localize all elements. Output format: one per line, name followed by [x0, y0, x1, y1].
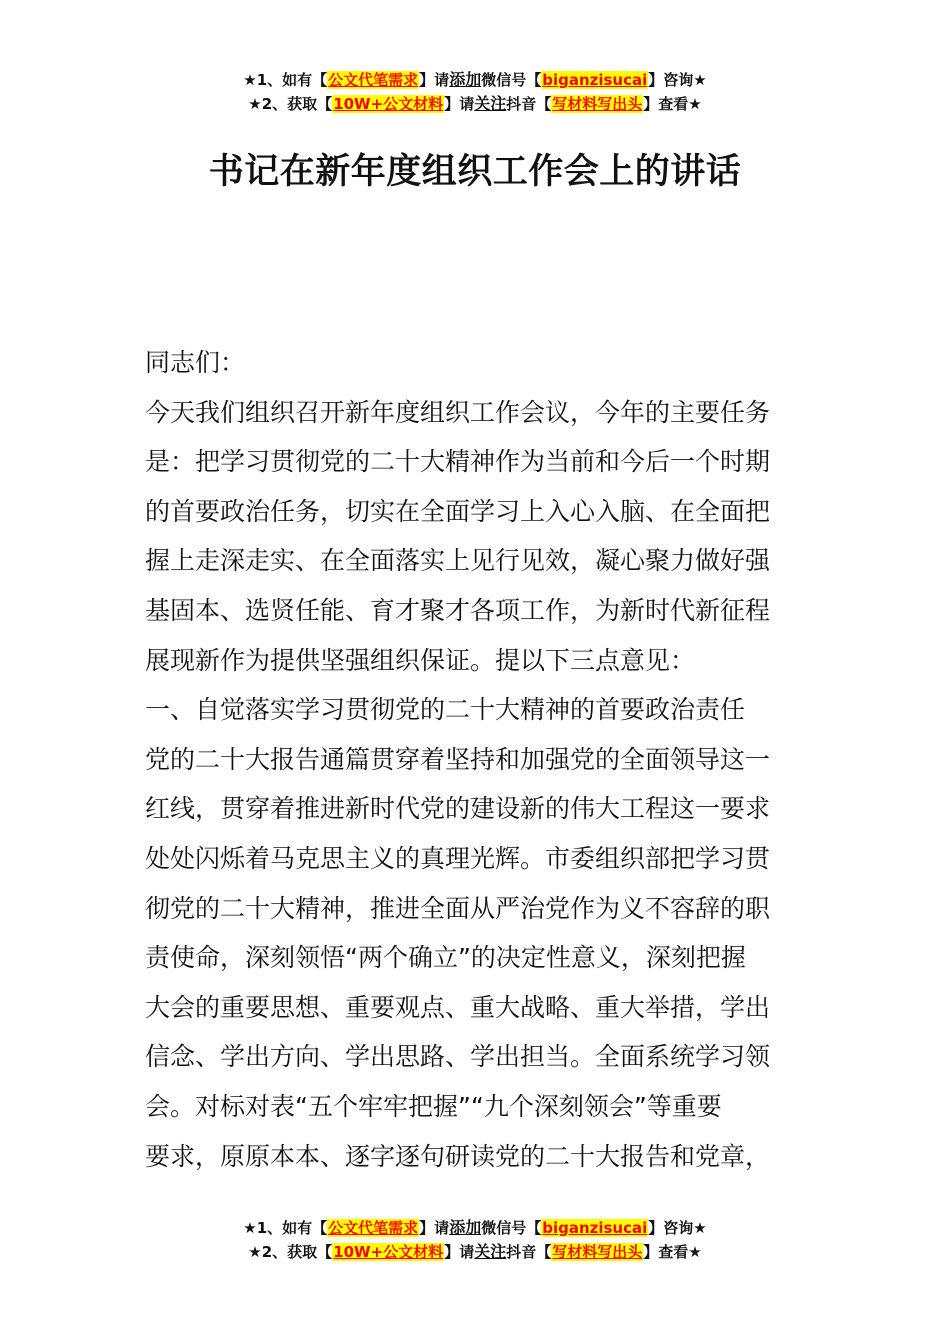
highlight-service: 公文代笔需求	[328, 71, 419, 89]
banner-text: 微信号【	[481, 71, 542, 89]
banner-line-2	[0, 1240, 950, 1264]
highlight-materials: 10W+公文材料	[333, 1243, 444, 1261]
body-line: 今天我们组织召开新年度组织工作会议，今年的主要任务	[145, 397, 771, 427]
banner-text: 】查看★	[643, 95, 702, 113]
body-line: 责使命，深刻领悟“两个确立”的决定性意义，深刻把握	[145, 943, 746, 973]
banner-text: ★2、获取【	[248, 95, 333, 113]
highlight-douyin-account: 写材料写出头	[552, 95, 643, 113]
emphasis-text: 添加	[449, 70, 482, 89]
body-line: 党的二十大报告通篇贯穿着坚持和加强党的全面领导这一	[145, 744, 771, 774]
highlight-douyin-account: 写材料写出头	[552, 1243, 643, 1261]
banner-text: 抖音【	[506, 95, 552, 113]
highlight-wechat-id: biganzisucai	[542, 1219, 648, 1237]
banner-text: 】咨询★	[648, 71, 707, 89]
body-line: 是：把学习贯彻党的二十大精神作为当前和今后一个时期	[145, 447, 771, 477]
emphasis-text: 添加	[449, 1218, 482, 1237]
emphasis-text: 关注	[474, 1242, 507, 1261]
banner-text: 微信号【	[481, 1219, 542, 1237]
banner-line-2	[0, 92, 950, 116]
salutation: 同志们：	[145, 348, 246, 377]
bottom-banner	[0, 1216, 950, 1264]
section-heading: 一、自觉落实学习贯彻党的二十大精神的首要政治责任	[145, 695, 746, 725]
body-line: 会。对标对表“五个牢牢把握”“九个深刻领会”等重要	[145, 1091, 722, 1121]
body-line: 处处闪烁着马克思主义的真理光辉。市委组织部把学习贯	[145, 843, 771, 873]
body-line: 红线，贯穿着推进新时代党的建设新的伟大工程这一要求	[145, 794, 771, 824]
banner-text: ★2、获取【	[248, 1243, 333, 1261]
document-body	[145, 338, 815, 1181]
banner-text: ★1、如有【	[243, 71, 328, 89]
highlight-wechat-id: biganzisucai	[542, 71, 648, 89]
highlight-materials: 10W+公文材料	[333, 95, 444, 113]
document-title: 书记在新年度组织工作会上的讲话	[208, 152, 742, 192]
banner-text: 】请	[419, 71, 450, 89]
body-line: 要求，原原本本、逐字逐句研读党的二十大报告和党章，	[145, 1141, 771, 1171]
banner-text: 】请	[444, 1243, 475, 1261]
body-line: 握上走深走实、在全面落实上见行见效，凝心聚力做好强	[145, 546, 771, 576]
body-line: 彻党的二十大精神，推进全面从严治党作为义不容辞的职	[145, 893, 771, 923]
emphasis-text: 关注	[474, 94, 507, 113]
banner-text: 】请	[419, 1219, 450, 1237]
banner-text: 】请	[444, 95, 475, 113]
body-line: 基固本、选贤任能、育才聚才各项工作，为新时代新征程	[145, 595, 771, 625]
banner-line-1	[0, 68, 950, 92]
banner-text: ★1、如有【	[243, 1219, 328, 1237]
banner-text: 】查看★	[643, 1243, 702, 1261]
body-line: 展现新作为提供坚强组织保证。提以下三点意见：	[145, 645, 696, 675]
banner-line-1	[0, 1216, 950, 1240]
top-banner	[0, 68, 950, 116]
body-line: 大会的重要思想、重要观点、重大战略、重大举措，学出	[145, 992, 771, 1022]
body-line: 的首要政治任务，切实在全面学习上入心入脑、在全面把	[145, 496, 771, 526]
body-line: 信念、学出方向、学出思路、学出担当。全面系统学习领	[145, 1042, 771, 1072]
banner-text: 】咨询★	[648, 1219, 707, 1237]
highlight-service: 公文代笔需求	[328, 1219, 419, 1237]
banner-text: 抖音【	[506, 1243, 552, 1261]
